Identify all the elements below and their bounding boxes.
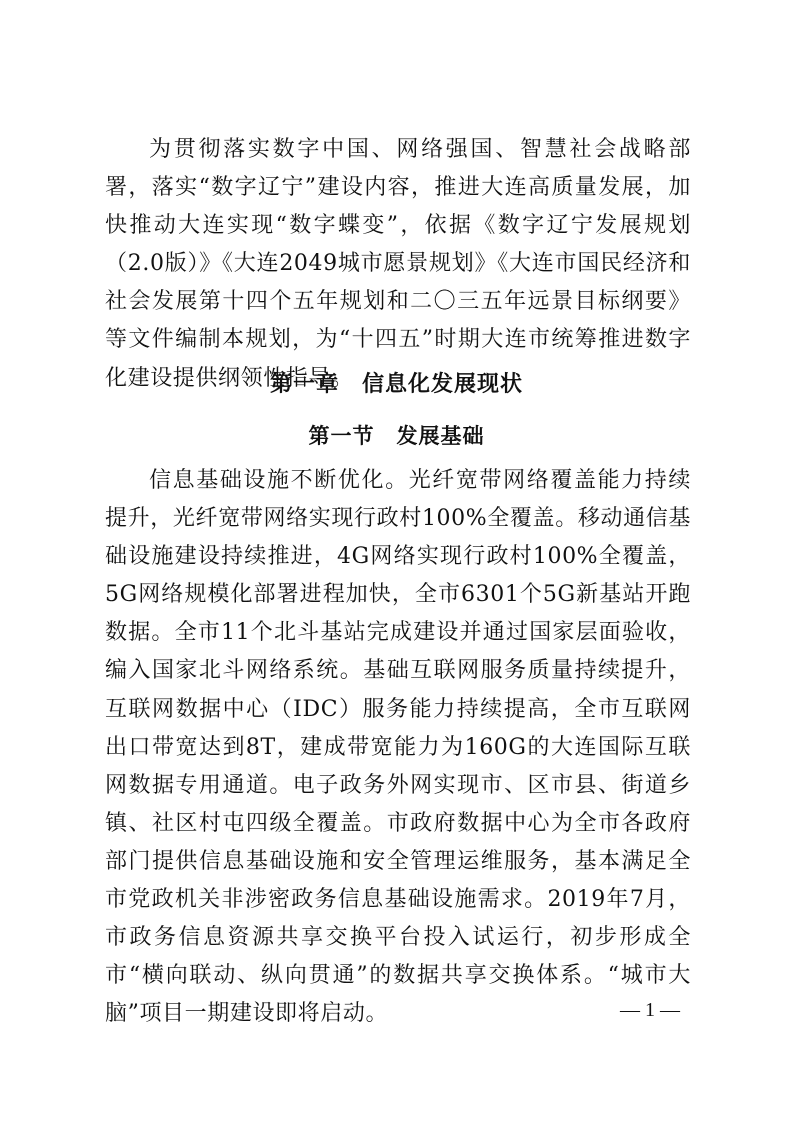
section-title: 第一节 发展基础 [308,423,485,448]
chapter-title: 第一章 信息化发展现状 [269,372,523,397]
body-paragraph: 信息基础设施不断优化。光纤宽带网络覆盖能力持续提升，光纤宽带网络实现行政村100%全覆盖。移动通信基础设施建设持续推进，4G网络实现行政村100%全覆盖，5G网络规模化部署进程加快，全市6301个5G新基站开跑数据。全市11个北斗基站完成建设并通过国家层面验收，编入国家北斗网络系统。基础互联网服务质量持续提升，互联网数据中心（IDC）服务能力持续提高，全市互联网出口带宽达到8T，建成带宽能力为160G的大连国际互联网数据专用通道。电子政务外网实现市、区市县、街道乡镇、社区村屯四级全覆盖。市政府数据中心为全市各政府部门提供信息基础设施和安全管理运维服务，基本满足全市党政机关非涉密政务信息基础设施需求。2019年7月，市政务信息资源共享交换平台投入试运行，初步形成全市“横向联动、纵向贯通”的数据共享交换体系。“城市大脑”项目一期建设即将启动。 [105,468,691,1027]
page-number: — 1 — [620,999,680,1021]
intro-paragraph: 为贯彻落实数字中国、网络强国、智慧社会战略部署，落实“数字辽宁”建设内容，推进大连高质量发展，加快推动大连实现“数字蝶变”，依据《数字辽宁发展规划（2.0版）》《大连2049城市愿景规划》《大连市国民经济和社会发展第十四个五年规划和二〇三五年远景目标纲要》等文件编制本规划，为“十四五”时期大连市统筹推进数字化建设提供纲领性指导。 [105,137,691,391]
